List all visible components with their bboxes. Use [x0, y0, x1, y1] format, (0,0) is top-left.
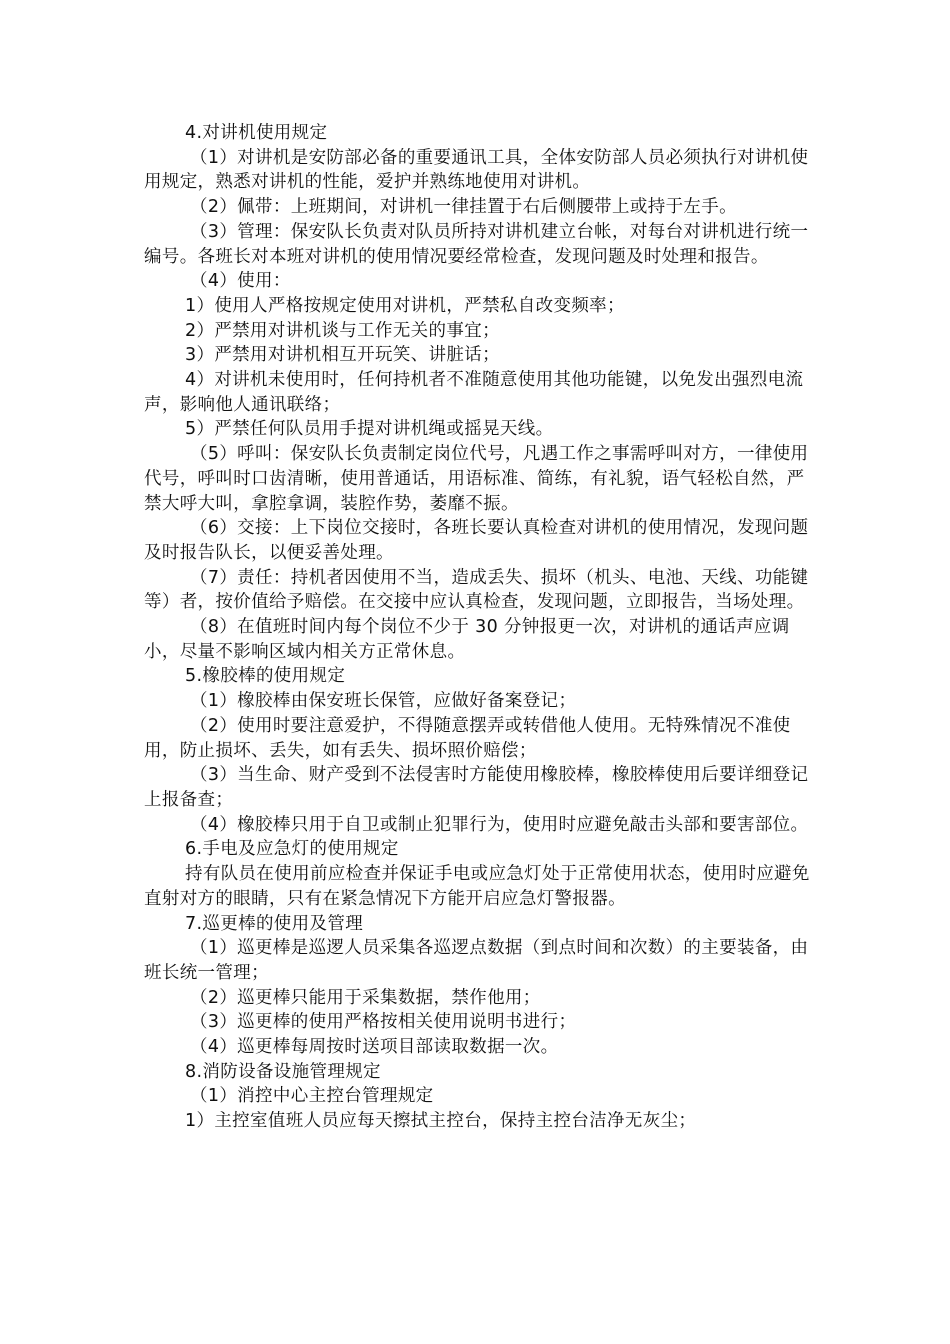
paragraph: （4）使用：: [190, 271, 291, 292]
paragraph: （4）橡胶棒只用于自卫或制止犯罪行为，使用时应避免敲击头部和要害部位。: [190, 814, 809, 835]
paragraph: （1）橡胶棒由保安班长保管，应做好备案登记；: [190, 691, 577, 712]
paragraph: 5）严禁任何队员用手提对讲机绳或摇晃天线。: [185, 419, 554, 440]
paragraph: （1）对讲机是安防部必备的重要通讯工具，全体安防部人员必须执行对讲机使用规定，熟悉对讲机的性能，爱护并熟练地使用对讲机。: [144, 147, 809, 193]
paragraph: 持有队员在使用前应检查并保证手电或应急灯处于正常使用状态，使用时应避免直射对方的眼睛，只有在紧急情况下方能开启应急灯警报器。: [144, 864, 810, 909]
paragraph: （7）责任：持机者因使用不当，造成丢失、损坏（机头、电池、天线、功能键等）者，按价值给予赔偿。在交接中应认真检查，发现问题，立即报告，当场处理。: [144, 567, 809, 613]
paragraph: （1）巡更棒是巡逻人员采集各巡逻点数据（到点时间和次数）的主要装备，由班长统一管理；: [144, 938, 809, 983]
document-body: [144, 121, 814, 1134]
paragraph: 5.橡胶棒的使用规定: [185, 666, 346, 687]
paragraph: 1）使用人严格按规定使用对讲机，严禁私自改变频率；: [185, 295, 625, 316]
paragraph: （3）管理：保安队长负责对队员所持对讲机建立台帐，对每台对讲机进行统一编号。各班长对本班对讲机的使用情况要经常检查，发现问题及时处理和报告。: [144, 221, 809, 267]
paragraph: （3）巡更棒的使用严格按相关使用说明书进行；: [190, 1012, 577, 1033]
paragraph: （5）呼叫：保安队长负责制定岗位代号，凡遇工作之事需呼叫对方，一律使用代号，呼叫时口齿清晰，使用普通话，用语标准、简练，有礼貌，语气轻松自然，严禁大呼大叫，拿腔拿调，装腔作势，萎靡不振。: [144, 444, 809, 514]
paragraph: 3）严禁用对讲机相互开玩笑、讲脏话；: [185, 345, 500, 366]
paragraph: 7.巡更棒的使用及管理: [185, 913, 364, 934]
paragraph: 2）严禁用对讲机谈与工作无关的事宜；: [185, 320, 500, 341]
paragraph: 4.对讲机使用规定: [185, 123, 328, 143]
paragraph: 6.手电及应急灯的使用规定: [185, 839, 399, 860]
paragraph: （2）使用时要注意爱护，不得随意摆弄或转借他人使用。无特殊情况不准使用，防止损坏、丢失，如有丢失、损坏照价赔偿；: [144, 715, 791, 761]
paragraph: 4）对讲机未使用时，任何持机者不准随意使用其他功能键，以免发出强烈电流声，影响他人通讯联络；: [144, 370, 804, 415]
paragraph: （3）当生命、财产受到不法侵害时方能使用橡胶棒，橡胶棒使用后要详细登记上报备查；: [144, 765, 809, 810]
paragraph: （2）巡更棒只能用于采集数据，禁作他用；: [190, 987, 541, 1008]
paragraph: 1）主控室值班人员应每天擦拭主控台，保持主控台洁净无灰尘；: [185, 1111, 697, 1132]
paragraph: 8.消防设备设施管理规定: [185, 1061, 381, 1082]
paragraph: （2）佩带：上班期间，对讲机一律挂置于右后侧腰带上或持于左手。: [190, 197, 737, 218]
paragraph: （1）消控中心主控台管理规定: [190, 1086, 434, 1107]
paragraph: （6）交接：上下岗位交接时，各班长要认真检查对讲机的使用情况，发现问题及时报告队长，以便妥善处理。: [144, 518, 809, 563]
paragraph: （8）在值班时间内每个岗位不少于 30 分钟报更一次，对讲机的通话声应调小，尽量不影响区域内相关方正常休息。: [144, 617, 790, 662]
paragraph: （4）巡更棒每周按时送项目部读取数据一次。: [190, 1037, 559, 1058]
